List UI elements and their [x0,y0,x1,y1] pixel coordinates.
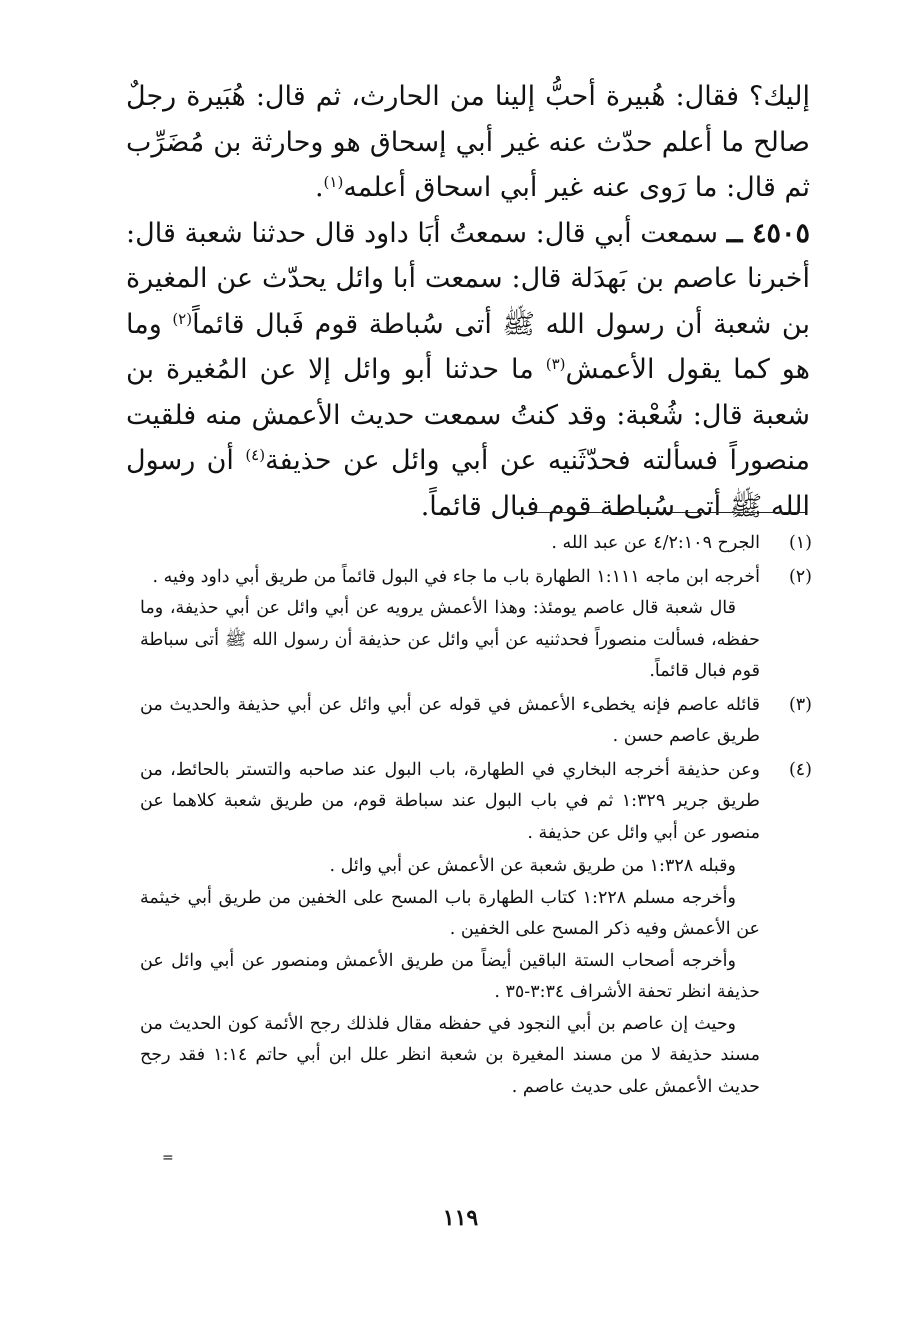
hadith-text-a: سمعت أبي قال: سمعتُ أبَا داود قال حدثنا شعبة قال: أخبرنا عاصم بن بَهدَلة قال: سمعت أبا وائل يحدّث عن المغيرة بن شعبة أن رسول الله ﷺ أتى سُباطة قوم فَبال قائماً [126,217,810,340]
footnote-paragraph: وأخرجه أصحاب الستة الباقين أيضاً من طريق الأعمش ومنصور عن أبي وائل عن حذيفة انظر تحفة الأشراف ٣:٣٤-٣٥ . [140,950,760,1002]
footnote-ref-1[interactable]: (١) [323,173,344,191]
footnote-ref-2[interactable]: (٢) [172,309,193,328]
footnote-paragraph: وقبله ١:٣٢٨ من طريق شعبة عن الأعمش عن أبي وائل . [329,856,736,876]
footnote-4-continuation [140,851,760,1103]
main-text [126,74,810,529]
footnote-paragraph: وحيث إن عاصم بن أبي النجود في حفظه مقال فلذلك رجح الأئمة كون الحديث من مسند حذيفة لا من مسند المغيرة بن شعبة انظر علل ابن أبي حاتم ١:١٤ فقد رجح حديث الأعمش على حديث عاصم . [140,1013,760,1097]
footnote-number: (٢) [788,566,812,587]
footnote-4 [140,755,812,850]
hadith-number: ٤٥٠٥ ــ [726,217,810,249]
footnote-2 [140,562,812,688]
hadith-text-c: ما حدثنا أبو وائل إلا عن المُغيرة بن شعبة قال: شُعْبة: وقد كنتُ سمعت حديث الأعمش منه فلقيت منصوراً فسألته فحدّثَنيه عن أبي وائل عن حذيفة [126,354,810,476]
footnote-number: (١) [788,533,812,553]
footnote-number: (٣) [788,694,812,715]
paragraph-1 [126,74,810,211]
continuation-marker: = [162,1150,174,1166]
footnote-ref-4[interactable]: (٤) [245,446,266,464]
footnote-number: (٤) [788,759,812,780]
footnote-3 [140,690,812,753]
footnotes [140,528,812,1103]
footnote-text: أخرجه ابن ماجه ١:١١١ الطهارة باب ما جاء في البول قائماً من طريق أبي داود وفيه . [152,566,760,587]
footnote-1 [140,528,812,560]
paragraph-1-end: . [314,172,324,203]
hadith-text-d: أن رسول الله ﷺ أتى سُباطة قوم فبال قائماً. [126,445,810,522]
footnote-divider [530,512,805,513]
page-number: ١١٩ [442,1205,479,1231]
footnote-ref-3[interactable]: (٣) [545,355,566,373]
footnote-text: الجرح ٤/٢:١٠٩ عن عبد الله . [551,533,760,553]
hadith-paragraph [126,211,810,530]
paragraph-1-text: إليك؟ فقال: هُبيرة أحبُّ إلينا من الحارث، ثم قال: هُبَيرة رجلٌ صالح ما أعلم حدّث عنه غير أبي إسحاق هو وحارثة بن مُضَرِّب ثم قال: ما رَوى عنه غير أبي اسحاق أعلمه [126,81,810,203]
footnote-text: وعن حذيفة أخرجه البخاري في الطهارة، باب البول عند صاحبه والتستر بالحائط، من طريق جرير ١:٣٢٩ ثم في باب البول عند سباطة قوم، من طريق شعبة كلاهما عن منصور عن أبي وائل عن حذيفة . [140,759,760,843]
footnote-paragraph: وأخرجه مسلم ١:٢٢٨ كتاب الطهارة باب المسح على الخفين من طريق أبي خيثمة عن الأعمش وفيه ذكر المسح على الخفين . [140,887,760,939]
hadith-text-b: وما هو كما يقول الأعمش [126,308,810,385]
footnote-text-indented: قال شعبة قال عاصم يومئذ: وهذا الأعمش يرويه عن أبي وائل عن أبي حذيفة، وما حفظه، فسألت منصوراً فحدثنيه عن أبي وائل عن حذيفة أن رسول الله ﷺ أتى سباطة قوم فبال قائماً. [140,598,760,681]
footnote-text: قائله عاصم فإنه يخطىء الأعمش في قوله عن أبي وائل عن أبي حذيفة والحديث من طريق عاصم حسن . [140,694,760,746]
